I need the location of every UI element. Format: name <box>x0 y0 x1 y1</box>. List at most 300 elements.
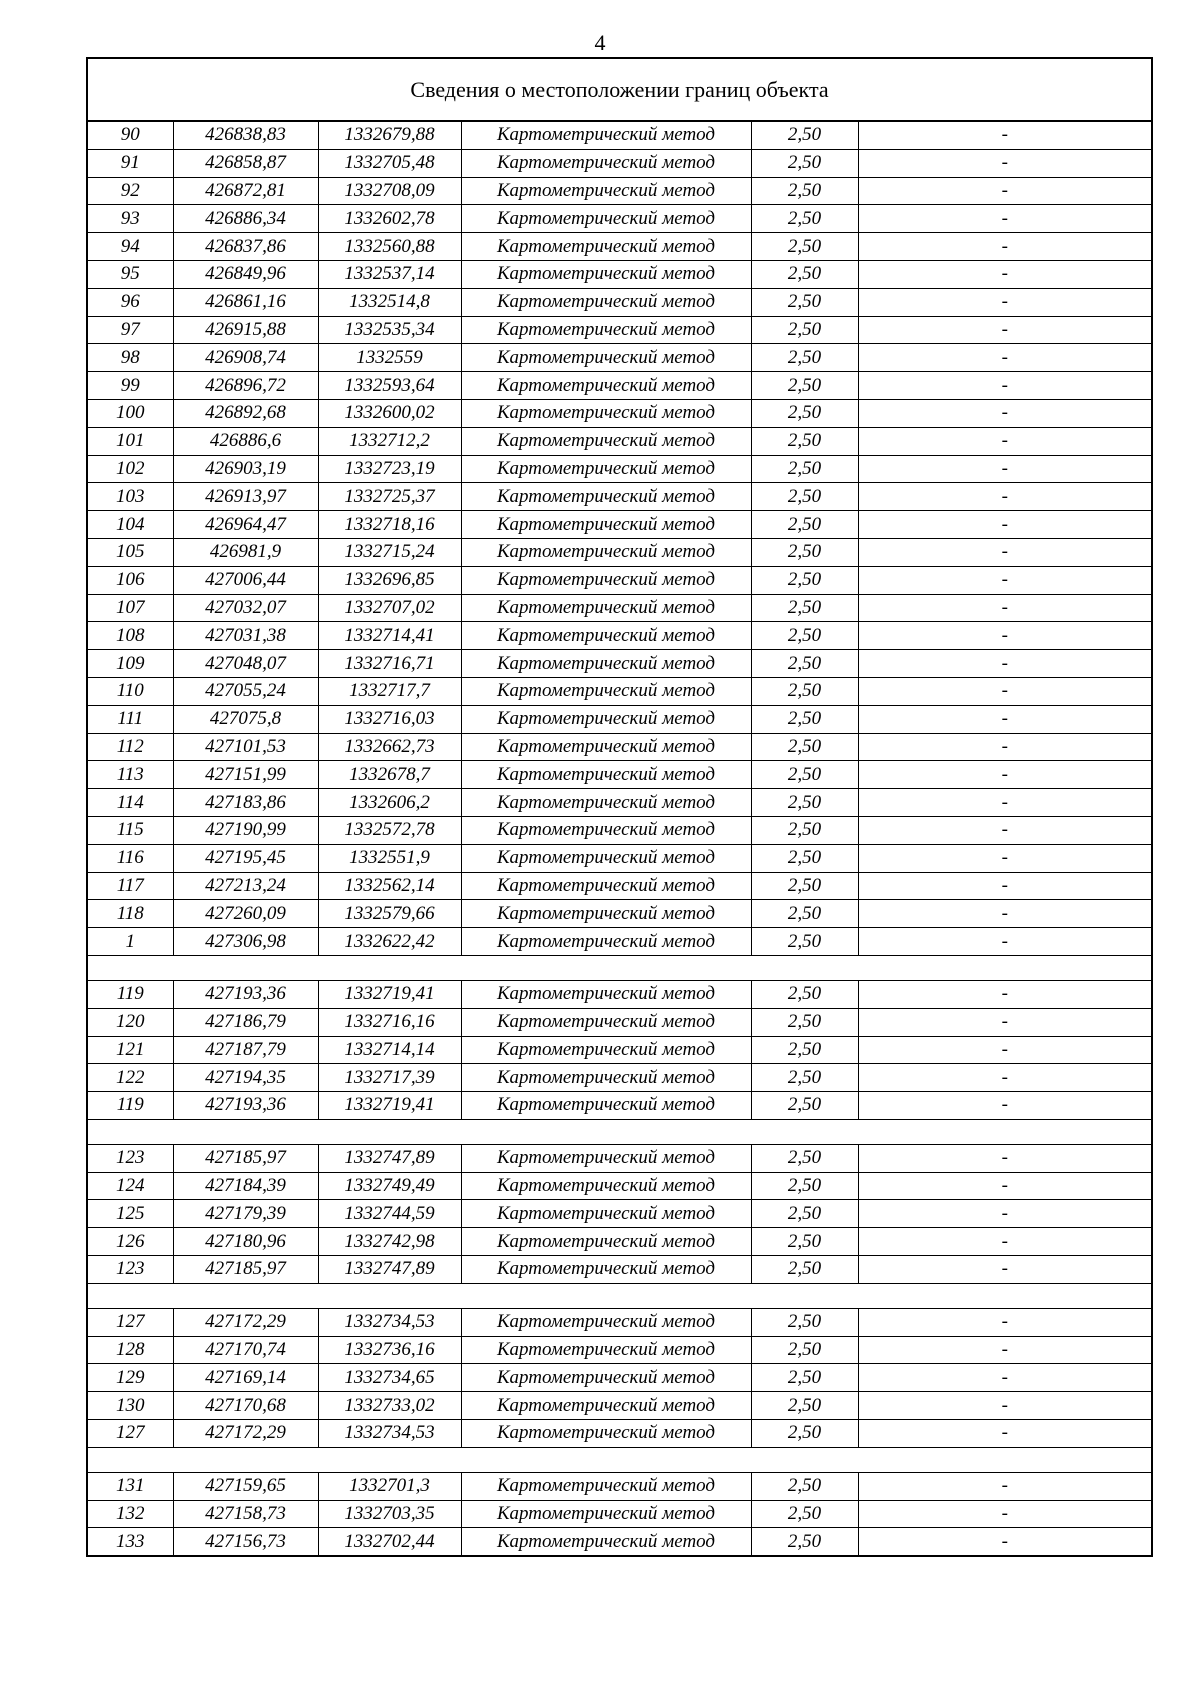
accuracy-cell: 2,50 <box>751 1008 858 1036</box>
accuracy-cell: 2,50 <box>751 622 858 650</box>
description-cell: - <box>858 650 1151 678</box>
point-number-cell: 100 <box>88 399 173 427</box>
table-title: Сведения о местоположении границ объекта <box>88 59 1151 122</box>
description-cell: - <box>858 1256 1151 1284</box>
method-cell: Картометрический метод <box>461 260 751 288</box>
table-row <box>88 427 1151 455</box>
point-number-cell: 101 <box>88 427 173 455</box>
y-coordinate-cell: 1332714,14 <box>318 1036 461 1064</box>
table-row <box>88 1256 1151 1284</box>
contour-separator-row <box>88 1283 1151 1308</box>
contour-separator-row <box>88 1447 1151 1472</box>
method-cell: Картометрический метод <box>461 789 751 817</box>
table-row <box>88 1336 1151 1364</box>
description-cell: - <box>858 538 1151 566</box>
table-row <box>88 928 1151 956</box>
point-number-cell: 123 <box>88 1144 173 1172</box>
x-coordinate-cell: 427193,36 <box>173 980 318 1008</box>
description-cell: - <box>858 677 1151 705</box>
point-number-cell: 124 <box>88 1172 173 1200</box>
contour-separator-row <box>88 1119 1151 1144</box>
method-cell: Картометрический метод <box>461 1064 751 1092</box>
x-coordinate-cell: 427172,29 <box>173 1308 318 1336</box>
point-number-cell: 114 <box>88 789 173 817</box>
x-coordinate-cell: 427184,39 <box>173 1172 318 1200</box>
description-cell: - <box>858 427 1151 455</box>
point-number-cell: 128 <box>88 1336 173 1364</box>
point-number-cell: 110 <box>88 677 173 705</box>
accuracy-cell: 2,50 <box>751 1172 858 1200</box>
method-cell: Картометрический метод <box>461 622 751 650</box>
y-coordinate-cell: 1332622,42 <box>318 928 461 956</box>
accuracy-cell: 2,50 <box>751 844 858 872</box>
x-coordinate-cell: 427190,99 <box>173 816 318 844</box>
method-cell: Картометрический метод <box>461 1256 751 1284</box>
accuracy-cell: 2,50 <box>751 733 858 761</box>
method-cell: Картометрический метод <box>461 980 751 1008</box>
table-row <box>88 1472 1151 1500</box>
y-coordinate-cell: 1332708,09 <box>318 177 461 205</box>
x-coordinate-cell: 427179,39 <box>173 1200 318 1228</box>
point-number-cell: 112 <box>88 733 173 761</box>
y-coordinate-cell: 1332747,89 <box>318 1144 461 1172</box>
x-coordinate-cell: 427193,36 <box>173 1092 318 1120</box>
x-coordinate-cell: 427055,24 <box>173 677 318 705</box>
description-cell: - <box>858 928 1151 956</box>
point-number-cell: 1 <box>88 928 173 956</box>
table-row <box>88 980 1151 1008</box>
x-coordinate-cell: 426892,68 <box>173 399 318 427</box>
description-cell: - <box>858 399 1151 427</box>
x-coordinate-cell: 426913,97 <box>173 483 318 511</box>
y-coordinate-cell: 1332712,2 <box>318 427 461 455</box>
y-coordinate-cell: 1332696,85 <box>318 566 461 594</box>
y-coordinate-cell: 1332579,66 <box>318 900 461 928</box>
point-number-cell: 120 <box>88 1008 173 1036</box>
description-cell: - <box>858 1528 1151 1555</box>
description-cell: - <box>858 122 1151 149</box>
point-number-cell: 106 <box>88 566 173 594</box>
description-cell: - <box>858 205 1151 233</box>
y-coordinate-cell: 1332747,89 <box>318 1256 461 1284</box>
point-number-cell: 121 <box>88 1036 173 1064</box>
y-coordinate-cell: 1332734,53 <box>318 1420 461 1448</box>
x-coordinate-cell: 427170,68 <box>173 1392 318 1420</box>
point-number-cell: 90 <box>88 122 173 149</box>
y-coordinate-cell: 1332717,7 <box>318 677 461 705</box>
method-cell: Картометрический метод <box>461 538 751 566</box>
accuracy-cell: 2,50 <box>751 1336 858 1364</box>
description-cell: - <box>858 1144 1151 1172</box>
accuracy-cell: 2,50 <box>751 511 858 539</box>
method-cell: Картометрический метод <box>461 872 751 900</box>
table-row <box>88 1228 1151 1256</box>
y-coordinate-cell: 1332749,49 <box>318 1172 461 1200</box>
x-coordinate-cell: 427185,97 <box>173 1256 318 1284</box>
table-row <box>88 1064 1151 1092</box>
table-row <box>88 1528 1151 1555</box>
x-coordinate-cell: 427185,97 <box>173 1144 318 1172</box>
description-cell: - <box>858 900 1151 928</box>
coordinates-table <box>88 122 1151 1555</box>
table-row <box>88 122 1151 149</box>
method-cell: Картометрический метод <box>461 316 751 344</box>
x-coordinate-cell: 427187,79 <box>173 1036 318 1064</box>
point-number-cell: 125 <box>88 1200 173 1228</box>
y-coordinate-cell: 1332705,48 <box>318 149 461 177</box>
x-coordinate-cell: 426886,34 <box>173 205 318 233</box>
point-number-cell: 133 <box>88 1528 173 1555</box>
x-coordinate-cell: 426858,87 <box>173 149 318 177</box>
accuracy-cell: 2,50 <box>751 427 858 455</box>
method-cell: Картометрический метод <box>461 149 751 177</box>
boundary-table-sheet <box>86 57 1153 1557</box>
method-cell: Картометрический метод <box>461 816 751 844</box>
method-cell: Картометрический метод <box>461 1200 751 1228</box>
accuracy-cell: 2,50 <box>751 761 858 789</box>
table-row <box>88 677 1151 705</box>
point-number-cell: 123 <box>88 1256 173 1284</box>
point-number-cell: 92 <box>88 177 173 205</box>
table-row <box>88 288 1151 316</box>
method-cell: Картометрический метод <box>461 1336 751 1364</box>
x-coordinate-cell: 426903,19 <box>173 455 318 483</box>
accuracy-cell: 2,50 <box>751 594 858 622</box>
x-coordinate-cell: 427101,53 <box>173 733 318 761</box>
method-cell: Картометрический метод <box>461 1172 751 1200</box>
y-coordinate-cell: 1332572,78 <box>318 816 461 844</box>
accuracy-cell: 2,50 <box>751 177 858 205</box>
table-row <box>88 1144 1151 1172</box>
method-cell: Картометрический метод <box>461 427 751 455</box>
point-number-cell: 131 <box>88 1472 173 1500</box>
point-number-cell: 109 <box>88 650 173 678</box>
contour-separator-cell <box>88 1283 1151 1308</box>
method-cell: Картометрический метод <box>461 1008 751 1036</box>
y-coordinate-cell: 1332703,35 <box>318 1500 461 1528</box>
accuracy-cell: 2,50 <box>751 1308 858 1336</box>
description-cell: - <box>858 816 1151 844</box>
point-number-cell: 132 <box>88 1500 173 1528</box>
accuracy-cell: 2,50 <box>751 260 858 288</box>
description-cell: - <box>858 705 1151 733</box>
table-row <box>88 844 1151 872</box>
method-cell: Картометрический метод <box>461 1528 751 1555</box>
method-cell: Картометрический метод <box>461 122 751 149</box>
contour-separator-row <box>88 955 1151 980</box>
x-coordinate-cell: 427306,98 <box>173 928 318 956</box>
method-cell: Картометрический метод <box>461 761 751 789</box>
y-coordinate-cell: 1332679,88 <box>318 122 461 149</box>
table-row <box>88 650 1151 678</box>
table-row <box>88 566 1151 594</box>
method-cell: Картометрический метод <box>461 594 751 622</box>
accuracy-cell: 2,50 <box>751 566 858 594</box>
point-number-cell: 91 <box>88 149 173 177</box>
point-number-cell: 103 <box>88 483 173 511</box>
y-coordinate-cell: 1332559 <box>318 344 461 372</box>
accuracy-cell: 2,50 <box>751 900 858 928</box>
table-row <box>88 816 1151 844</box>
table-row <box>88 1200 1151 1228</box>
description-cell: - <box>858 1228 1151 1256</box>
description-cell: - <box>858 872 1151 900</box>
method-cell: Картометрический метод <box>461 677 751 705</box>
method-cell: Картометрический метод <box>461 705 751 733</box>
description-cell: - <box>858 980 1151 1008</box>
accuracy-cell: 2,50 <box>751 316 858 344</box>
table-row <box>88 872 1151 900</box>
table-row <box>88 1092 1151 1120</box>
y-coordinate-cell: 1332716,71 <box>318 650 461 678</box>
description-cell: - <box>858 316 1151 344</box>
accuracy-cell: 2,50 <box>751 1364 858 1392</box>
x-coordinate-cell: 427186,79 <box>173 1008 318 1036</box>
point-number-cell: 117 <box>88 872 173 900</box>
page-number: 4 <box>594 30 606 55</box>
y-coordinate-cell: 1332560,88 <box>318 233 461 261</box>
x-coordinate-cell: 427075,8 <box>173 705 318 733</box>
point-number-cell: 119 <box>88 1092 173 1120</box>
description-cell: - <box>858 594 1151 622</box>
method-cell: Картометрический метод <box>461 1364 751 1392</box>
y-coordinate-cell: 1332602,78 <box>318 205 461 233</box>
y-coordinate-cell: 1332717,39 <box>318 1064 461 1092</box>
description-cell: - <box>858 288 1151 316</box>
y-coordinate-cell: 1332734,65 <box>318 1364 461 1392</box>
x-coordinate-cell: 427194,35 <box>173 1064 318 1092</box>
description-cell: - <box>858 844 1151 872</box>
point-number-cell: 105 <box>88 538 173 566</box>
description-cell: - <box>858 1364 1151 1392</box>
x-coordinate-cell: 426886,6 <box>173 427 318 455</box>
method-cell: Картометрический метод <box>461 733 751 761</box>
method-cell: Картометрический метод <box>461 1308 751 1336</box>
y-coordinate-cell: 1332514,8 <box>318 288 461 316</box>
description-cell: - <box>858 149 1151 177</box>
description-cell: - <box>858 233 1151 261</box>
table-row <box>88 761 1151 789</box>
x-coordinate-cell: 427195,45 <box>173 844 318 872</box>
table-row <box>88 594 1151 622</box>
y-coordinate-cell: 1332716,03 <box>318 705 461 733</box>
method-cell: Картометрический метод <box>461 1092 751 1120</box>
point-number-cell: 126 <box>88 1228 173 1256</box>
description-cell: - <box>858 1420 1151 1448</box>
description-cell: - <box>858 1200 1151 1228</box>
method-cell: Картометрический метод <box>461 344 751 372</box>
point-number-cell: 96 <box>88 288 173 316</box>
method-cell: Картометрический метод <box>461 399 751 427</box>
method-cell: Картометрический метод <box>461 1036 751 1064</box>
point-number-cell: 119 <box>88 980 173 1008</box>
accuracy-cell: 2,50 <box>751 789 858 817</box>
description-cell: - <box>858 1172 1151 1200</box>
accuracy-cell: 2,50 <box>751 1500 858 1528</box>
accuracy-cell: 2,50 <box>751 1528 858 1555</box>
x-coordinate-cell: 426915,88 <box>173 316 318 344</box>
method-cell: Картометрический метод <box>461 844 751 872</box>
y-coordinate-cell: 1332600,02 <box>318 399 461 427</box>
y-coordinate-cell: 1332715,24 <box>318 538 461 566</box>
method-cell: Картометрический метод <box>461 511 751 539</box>
table-row <box>88 316 1151 344</box>
table-row <box>88 455 1151 483</box>
y-coordinate-cell: 1332714,41 <box>318 622 461 650</box>
table-row <box>88 483 1151 511</box>
x-coordinate-cell: 426861,16 <box>173 288 318 316</box>
point-number-cell: 118 <box>88 900 173 928</box>
description-cell: - <box>858 1308 1151 1336</box>
y-coordinate-cell: 1332723,19 <box>318 455 461 483</box>
description-cell: - <box>858 1472 1151 1500</box>
y-coordinate-cell: 1332742,98 <box>318 1228 461 1256</box>
method-cell: Картометрический метод <box>461 372 751 400</box>
method-cell: Картометрический метод <box>461 1144 751 1172</box>
x-coordinate-cell: 427213,24 <box>173 872 318 900</box>
accuracy-cell: 2,50 <box>751 1420 858 1448</box>
table-row <box>88 1008 1151 1036</box>
x-coordinate-cell: 427159,65 <box>173 1472 318 1500</box>
method-cell: Картометрический метод <box>461 900 751 928</box>
y-coordinate-cell: 1332725,37 <box>318 483 461 511</box>
x-coordinate-cell: 426896,72 <box>173 372 318 400</box>
accuracy-cell: 2,50 <box>751 233 858 261</box>
point-number-cell: 111 <box>88 705 173 733</box>
table-row <box>88 1308 1151 1336</box>
point-number-cell: 93 <box>88 205 173 233</box>
table-row <box>88 538 1151 566</box>
x-coordinate-cell: 426849,96 <box>173 260 318 288</box>
accuracy-cell: 2,50 <box>751 1228 858 1256</box>
y-coordinate-cell: 1332736,16 <box>318 1336 461 1364</box>
method-cell: Картометрический метод <box>461 1228 751 1256</box>
point-number-cell: 116 <box>88 844 173 872</box>
y-coordinate-cell: 1332718,16 <box>318 511 461 539</box>
x-coordinate-cell: 426981,9 <box>173 538 318 566</box>
accuracy-cell: 2,50 <box>751 538 858 566</box>
table-row <box>88 344 1151 372</box>
description-cell: - <box>858 789 1151 817</box>
y-coordinate-cell: 1332744,59 <box>318 1200 461 1228</box>
accuracy-cell: 2,50 <box>751 650 858 678</box>
x-coordinate-cell: 427048,07 <box>173 650 318 678</box>
accuracy-cell: 2,50 <box>751 372 858 400</box>
description-cell: - <box>858 761 1151 789</box>
y-coordinate-cell: 1332707,02 <box>318 594 461 622</box>
x-coordinate-cell: 427156,73 <box>173 1528 318 1555</box>
description-cell: - <box>858 1036 1151 1064</box>
y-coordinate-cell: 1332719,41 <box>318 1092 461 1120</box>
x-coordinate-cell: 427031,38 <box>173 622 318 650</box>
accuracy-cell: 2,50 <box>751 980 858 1008</box>
table-row <box>88 1392 1151 1420</box>
y-coordinate-cell: 1332678,7 <box>318 761 461 789</box>
contour-separator-cell <box>88 955 1151 980</box>
description-cell: - <box>858 177 1151 205</box>
description-cell: - <box>858 622 1151 650</box>
x-coordinate-cell: 427006,44 <box>173 566 318 594</box>
accuracy-cell: 2,50 <box>751 816 858 844</box>
method-cell: Картометрический метод <box>461 566 751 594</box>
table-row <box>88 1172 1151 1200</box>
y-coordinate-cell: 1332719,41 <box>318 980 461 1008</box>
method-cell: Картометрический метод <box>461 483 751 511</box>
y-coordinate-cell: 1332606,2 <box>318 789 461 817</box>
accuracy-cell: 2,50 <box>751 1036 858 1064</box>
table-row <box>88 177 1151 205</box>
y-coordinate-cell: 1332551,9 <box>318 844 461 872</box>
table-row <box>88 372 1151 400</box>
method-cell: Картометрический метод <box>461 1420 751 1448</box>
x-coordinate-cell: 426908,74 <box>173 344 318 372</box>
y-coordinate-cell: 1332734,53 <box>318 1308 461 1336</box>
y-coordinate-cell: 1332716,16 <box>318 1008 461 1036</box>
y-coordinate-cell: 1332562,14 <box>318 872 461 900</box>
point-number-cell: 98 <box>88 344 173 372</box>
description-cell: - <box>858 372 1151 400</box>
accuracy-cell: 2,50 <box>751 288 858 316</box>
y-coordinate-cell: 1332593,64 <box>318 372 461 400</box>
method-cell: Картометрический метод <box>461 1500 751 1528</box>
accuracy-cell: 2,50 <box>751 149 858 177</box>
table-row <box>88 733 1151 761</box>
point-number-cell: 107 <box>88 594 173 622</box>
point-number-cell: 113 <box>88 761 173 789</box>
x-coordinate-cell: 427169,14 <box>173 1364 318 1392</box>
y-coordinate-cell: 1332537,14 <box>318 260 461 288</box>
method-cell: Картометрический метод <box>461 233 751 261</box>
table-row <box>88 705 1151 733</box>
method-cell: Картометрический метод <box>461 1472 751 1500</box>
x-coordinate-cell: 427260,09 <box>173 900 318 928</box>
x-coordinate-cell: 427180,96 <box>173 1228 318 1256</box>
accuracy-cell: 2,50 <box>751 1200 858 1228</box>
x-coordinate-cell: 427158,73 <box>173 1500 318 1528</box>
accuracy-cell: 2,50 <box>751 1472 858 1500</box>
point-number-cell: 127 <box>88 1420 173 1448</box>
x-coordinate-cell: 427172,29 <box>173 1420 318 1448</box>
method-cell: Картометрический метод <box>461 928 751 956</box>
accuracy-cell: 2,50 <box>751 1144 858 1172</box>
table-row <box>88 511 1151 539</box>
point-number-cell: 115 <box>88 816 173 844</box>
table-row <box>88 1036 1151 1064</box>
table-row <box>88 1364 1151 1392</box>
table-row <box>88 149 1151 177</box>
accuracy-cell: 2,50 <box>751 344 858 372</box>
accuracy-cell: 2,50 <box>751 1256 858 1284</box>
table-row <box>88 260 1151 288</box>
accuracy-cell: 2,50 <box>751 1064 858 1092</box>
point-number-cell: 104 <box>88 511 173 539</box>
accuracy-cell: 2,50 <box>751 122 858 149</box>
table-row <box>88 789 1151 817</box>
description-cell: - <box>858 733 1151 761</box>
point-number-cell: 127 <box>88 1308 173 1336</box>
accuracy-cell: 2,50 <box>751 205 858 233</box>
x-coordinate-cell: 427032,07 <box>173 594 318 622</box>
x-coordinate-cell: 427151,99 <box>173 761 318 789</box>
x-coordinate-cell: 426964,47 <box>173 511 318 539</box>
table-row <box>88 233 1151 261</box>
point-number-cell: 97 <box>88 316 173 344</box>
contour-separator-cell <box>88 1447 1151 1472</box>
method-cell: Картометрический метод <box>461 1392 751 1420</box>
point-number-cell: 102 <box>88 455 173 483</box>
y-coordinate-cell: 1332701,3 <box>318 1472 461 1500</box>
x-coordinate-cell: 426838,83 <box>173 122 318 149</box>
